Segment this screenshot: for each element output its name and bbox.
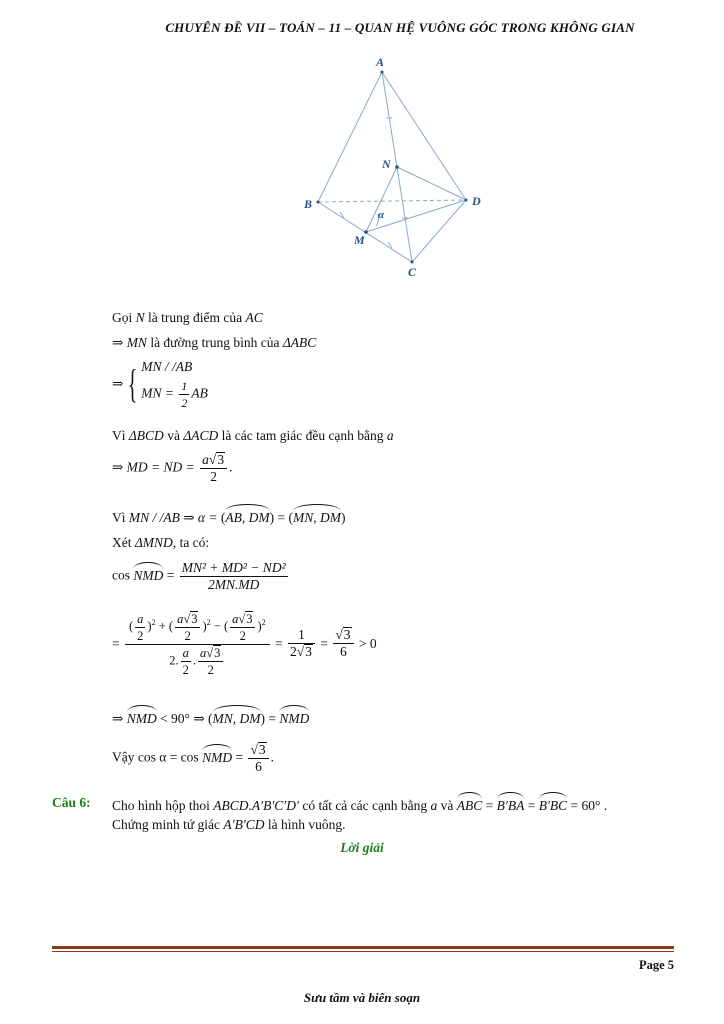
solution-line-10: ⇒ NMD < 90° ⇒ (MN, DM) = NMD [112,708,309,727]
page-number: Page 5 [638,958,674,972]
edge-CD [412,200,466,262]
solution-line-1: Gọi N là trung điểm của AC [112,310,263,325]
solution-line-6: Vì MN / /AB ⇒ α = (AB, DM) = (MN, DM) [112,507,346,526]
footer-rule-thin [52,951,674,952]
label-A: A [376,55,385,69]
question-6-label: Câu 6: [52,795,91,810]
footer-rule-thick [52,946,674,949]
page-header: CHUYÊN ĐỀ VII – TOÁN – 11 – QUAN HỆ VUÔNG GÓC TRONG KHÔNG GIAN [165,20,635,35]
label-C: C [408,265,417,279]
label-N: N [382,157,391,171]
label-alpha: α [378,209,385,221]
tetrahedron-figure [296,52,496,282]
solution-line-2: ⇒ MN là đường trung bình của ΔABC [112,335,317,350]
solution-line-11: Vậy cos α = cos NMD = $\frac{√3}{6}$ . [112,742,274,774]
footer-credit: Sưu tầm và biên soạn [303,990,421,1005]
label-D: D [472,194,481,208]
solution-line-8: cos NMD = $\frac{\text{MN² + MD² − ND²}}{2MN.MD}$ [112,560,286,592]
solution-line-4: Vì ΔBCD và ΔACD là các tam giác đều cạnh bằng a [112,428,394,443]
segment-MN [366,167,397,232]
solution-line-5: ⇒ MD = ND = $\frac{a√3}{2}$ . [112,452,233,484]
label-B: B [304,197,313,211]
solution-heading: Lời giải [340,840,384,855]
label-M: M [354,233,365,247]
solution-line-7: Xét ΔMND, ta có: [112,535,210,550]
edge-AB [318,72,382,202]
edge-AD [382,72,466,200]
edge-BD-hidden [318,200,466,202]
solution-line-3-system: ⇒ { MN / /AB MN = $\frac{1}{2}$ AB [112,359,208,410]
question-6-line-1: Cho hình hộp thoi ABCD.A′B′C′D′ có tất cả các cạnh bằng a và ABC = B′BA = B′BC = 60° . [112,795,607,814]
question-6-line-2: Chứng minh tứ giác A′B′CD là hình vuông. [112,817,346,832]
solution-line-9: = ( $\frac{a}{2}$ )$^2$ + ( $\frac{a√3}{2}$ )$^2$ − ( $\frac{a√3}{2}$ )$^2$ 2. $\frac{a}{2}$ . $\frac{a√3}{2}$ = $\frac{1}{2√3}$ = $\frac{√3}{6}$ > 0 [112,611,377,677]
